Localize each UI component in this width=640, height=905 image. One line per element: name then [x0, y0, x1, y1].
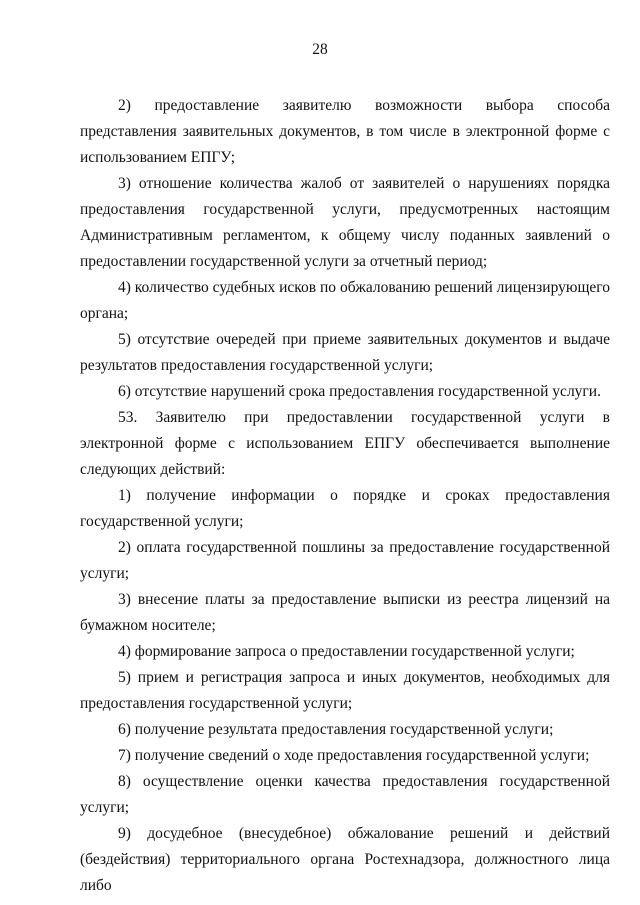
paragraph-action-8-quality-assessment: 8) осуществление оценки качества предоставления государственной услуги; [80, 773, 610, 816]
paragraph-action-1-get-info: 1) получение информации о порядке и сроках предоставления государственной услуги; [80, 487, 610, 530]
paragraph-item-4-court-claims: 4) количество судебных исков по обжалованию решений лицензирующего органа; [80, 279, 610, 322]
paragraph-action-4-form-request: 4) формирование запроса о предоставлении государственной услуги; [118, 643, 575, 660]
paragraph-action-2-pay-fee: 2) оплата государственной пошлины за предоставление государственной услуги; [80, 539, 610, 582]
paragraph-action-5-register-request: 5) прием и регистрация запроса и иных документов, необходимых для предоставления государственной услуги; [80, 669, 610, 712]
page-number: 28 [312, 41, 328, 58]
paragraph-item-3-complaints-ratio: 3) отношение количества жалоб от заявителей о нарушениях порядка предоставления государственной услуги, предусмотренных настоящим Административным регламентом, к общему числу поданных заявлений о предоставлении государственной услуги за отчетный период; [80, 175, 610, 270]
paragraph-item-5-no-queues: 5) отсутствие очередей при приеме заявительных документов и выдаче результатов предоставления государственной услуги; [80, 331, 610, 374]
paragraph-item-6-no-deadline-violations: 6) отсутствие нарушений срока предоставления государственной услуги. [118, 383, 601, 400]
paragraph-action-3-pay-extract: 3) внесение платы за предоставление выписки из реестра лицензий на бумажном носителе; [80, 591, 610, 634]
paragraph-action-6-get-result: 6) получение результата предоставления государственной услуги; [118, 721, 554, 738]
document-body [80, 93, 610, 899]
paragraph-clause-53: 53. Заявителю при предоставлении государственной услуги в электронной форме с использованием ЕПГУ обеспечивается выполнение следующих действий: [80, 409, 610, 478]
paragraph-item-2-choice-of-submission: 2) предоставление заявителю возможности выбора способа представления заявительных документов, в том числе в электронной форме с использованием ЕПГУ; [80, 97, 610, 166]
paragraph-action-7-get-status: 7) получение сведений о ходе предоставления государственной услуги; [118, 747, 590, 764]
paragraph-action-9-appeal: 9) досудебное (внесудебное) обжалование решений и действий (бездействия) территориального органа Ростехнадзора, должностного лица либо [80, 825, 610, 894]
